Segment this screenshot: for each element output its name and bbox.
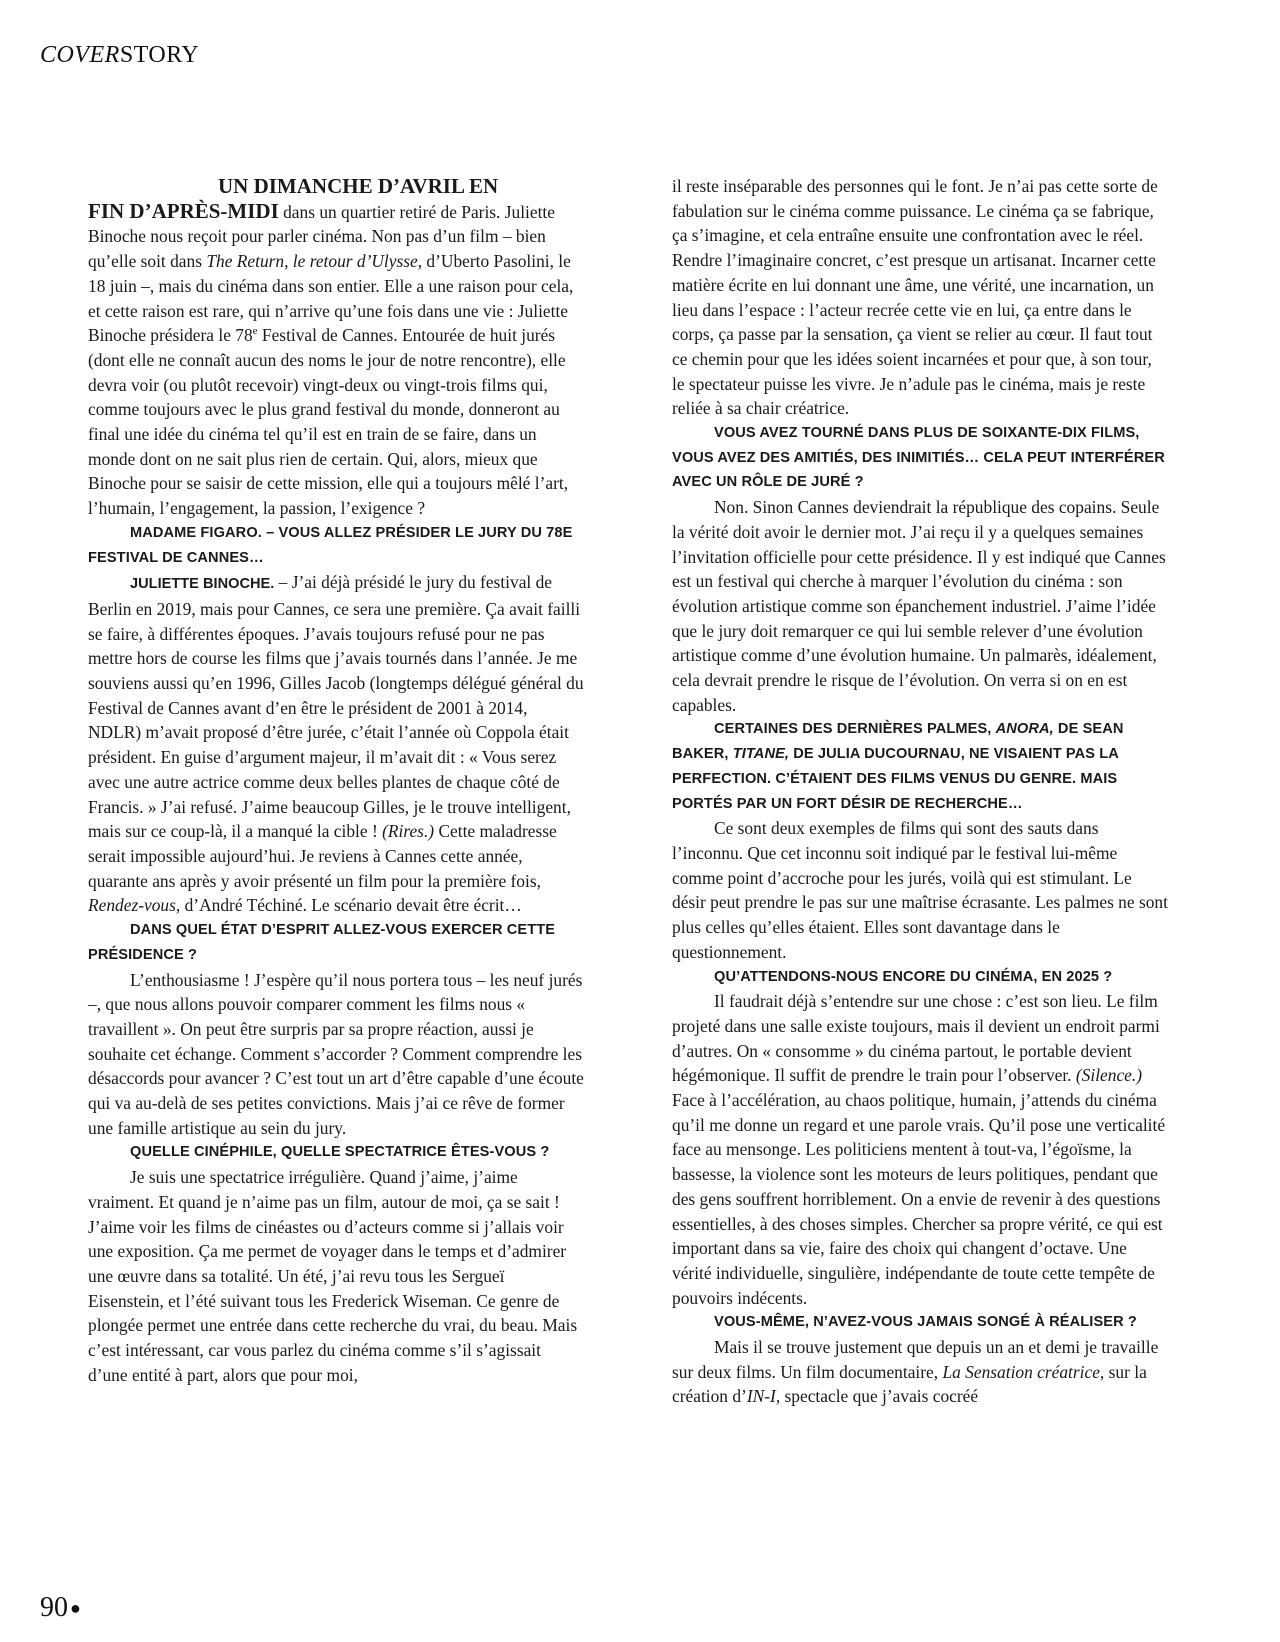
question-6: QU’ATTENDONS-NOUS ENCORE DU CINÉMA, EN 2025 ? [714, 968, 1113, 985]
question-2: DANS QUEL ÉTAT D’ESPRIT ALLEZ-VOUS EXERCER CETTE PRÉSIDENCE ? [88, 922, 556, 963]
question-5-a: CERTAINES DES DERNIÈRES PALMES, [714, 721, 996, 738]
answer-3-continued: il reste inséparable des personnes qui le font. Je n’ai pas cette sorte de fabulation sur le cinéma comme puissance. Le cinéma ça se fabrique, ça s’imagine, et cela entraîne ensuite une confrontation avec le réel. Rendre l’imaginaire concret, c’est presque un artisanat. Incarner cette matière écrite en lui donnant une âme, une vérité, une incarnation, un lieu dans l’espace : l’acteur recrée cette vie en lui, ça entre dans le corps, ça passe par la sensation, ça vient se relier au cœur. Il faut tout ce chemin pour que les idées soient incarnées et pour que, à son tour, le spectateur puisse les vivre. Je n’adule pas le cinéma, mais je reste reliée à sa chair créatrice. [672, 176, 1158, 419]
answer-1 [88, 570, 584, 918]
header-cover: COVER [40, 42, 120, 68]
question-1: MADAME FIGARO. – VOUS ALLEZ PRÉSIDER LE JURY DU 78E FESTIVAL DE CANNES… [88, 524, 573, 566]
answer-1-b: Cette maladresse serait impossible aujourd’hui. Je reviens à Cannes cette année, quarante ans après y avoir présenté un film pour la première fois, [88, 821, 557, 891]
bullet-dot: ● [70, 1597, 81, 1618]
answer-4: Non. Sinon Cannes deviendrait la république des copains. Seule la vérité doit avoir le dernier mot. J’ai reçu il y a quelques semaines l’invitation officielle pour cette présidence. Il y est indiqué que Cannes est un festival qui cherche à marquer l’évolution du cinéma : son évolution artistique comme son épanchement industriel. J’aime l’idée que le jury doit remarquer ce qui lui semble relever d’une évolution artistique comme d’une évolution humaine. Un palmarès, idéalement, cela devrait prendre le risque de l’évolution. On verra si on en est capables. [672, 497, 1166, 715]
answer-2: L’enthousiasme ! J’espère qu’il nous portera tous – les neuf jurés –, que nous allons pouvoir comparer comment les films nous « travaillent ». On peut être surpris par sa propre réaction, aussi je souhaite cet échange. Comment s’accorder ? Comment comprendre les désaccords pour avancer ? C’est tout un art d’être capable d’une écoute qui va au-delà de ses petites convictions. Mais j’ai ce rêve de former une famille artistique au sein du jury. [88, 969, 584, 1138]
question-4: VOUS AVEZ TOURNÉ DANS PLUS DE SOIXANTE-DIX FILMS, VOUS AVEZ DES AMITIÉS, DES INIMITIÉS… CELA PEUT INTERFÉRER AVEC UN RÔLE DE JURÉ ? [672, 425, 1165, 491]
film-title: La Sensation créatrice, [942, 1361, 1105, 1382]
question-5-b: DE SEAN BAKER, [672, 721, 1124, 763]
answer-6-b: Face à l’accélération, au chaos politique, humain, j’attends du cinéma qu’il me donne un regard et une parole vrais. Qu’il pose une verticalité face au mensonge. Les politiciens mentent à tout-va, l’égoïsme, la bassesse, la violence sont les moteurs de leurs politiques, pendant que des gens souffrent horriblement. On a envie de revenir à des questions essentielles, à des choses simples. Chercher sa propre vérité, ce qui est important dans sa vie, faire des choix qui changent d’octave. Une vérité individuelle, singulière, indépendante de toute cette tempête de pouvoirs indécents. [672, 1090, 1166, 1308]
answer-1-c: , d’André Téchiné. Le scénario devait être écrit… [175, 895, 522, 916]
question-5 [672, 717, 1168, 816]
right-column [672, 174, 1168, 1409]
intro-text-c: Festival de Cannes. Entourée de huit jurés (dont elle ne connaît aucun des noms le jour de notre rencontre), elle devra voir (ou plutôt recevoir) vingt-deux ou vingt-trois films qui, comme toujours avec le plus grand festival du monde, donneront au final une idée du cinéma tel qu’il est en train de se faire, dans un monde dont on ne sait plus rien de certain. Qui, alors, mieux que Binoche pour se saisir de cette mission, elle qui a toujours mêlé l’art, l’humain, l’engagement, la passion, l’exigence ? [88, 325, 569, 519]
intro-text-b: , d’Uberto Pasolini, le 18 juin –, mais du cinéma dans son entier. Elle a une raison pour cela, et cette raison est rare, qui n’arrive qu’une fois dans une vie : Juliette Binoche présidera le 78 [88, 251, 574, 346]
question-7: VOUS-MÊME, N’AVEZ-VOUS JAMAIS SONGÉ À RÉALISER ? [714, 1314, 1137, 1331]
answer-1-a: – J’ai déjà présidé le jury du festival de Berlin en 2019, mais pour Cannes, ce sera une première. Ça avait failli se faire, à différentes époques. J’avais toujours refusé pour ne pas mettre hors de course les films que j’avais tournés dans l’année. Je me souviens aussi qu’en 1996, Gilles Jacob (longtemps délégué général du Festival de Cannes avant d’en être le président de 2001 à 2014, NDLR) m’avait proposé d’être jurée, c’était l’année où Coppola était président. En guise d’argument majeur, il m’avait dit : « Vous serez avec une autre actrice comme deux belles plantes de chaque côté de Francis. » J’ai refusé. J’aime beaucoup Gilles, je le trouve intelligent, mais sur ce coup-là, il a manqué la cible ! [88, 572, 584, 842]
left-column [88, 174, 584, 1387]
show-title: IN-I, [746, 1386, 781, 1407]
film-title: The Return, le retour d’Ulysse [206, 251, 418, 272]
speaker-name: JULIETTE BINOCHE. [130, 576, 275, 593]
ordinal-sup: e [252, 325, 258, 338]
section-header [40, 42, 199, 69]
page-footer [40, 1592, 81, 1624]
film-title: ANORA, [995, 721, 1054, 738]
film-title: TITANE, [732, 746, 790, 763]
header-story: STORY [119, 42, 200, 68]
answer-7-c: spectacle que j’avais cocréé [780, 1386, 979, 1407]
film-title: Rendez-vous [88, 895, 176, 916]
lead-heading-cont: FIN D’APRÈS-MIDI [88, 198, 279, 223]
stage-note: (Silence.) [1075, 1065, 1143, 1086]
page-number: 90 [40, 1592, 68, 1623]
answer-6-a: Il faudrait déjà s’entendre sur une chose : c’est son lieu. Le film projeté dans une salle existe toujours, mais il devient un endroit parmi d’autres. On « consomme » du cinéma partout, le portable devient hégémonique. Il suffit de prendre le train pour l’observer. [672, 991, 1160, 1086]
answer-7-a: Mais il se trouve justement que depuis un an et demi je travaille sur deux films. Un film documentaire, [672, 1337, 1159, 1382]
answer-6 [672, 989, 1168, 1310]
answer-7 [672, 1335, 1168, 1409]
intro-text-a: dans un quartier retiré de Paris. Juliette Binoche nous reçoit pour parler cinéma. Non pas d’un film – bien qu’elle soit dans [88, 201, 555, 272]
question-3: QUELLE CINÉPHILE, QUELLE SPECTATRICE ÊTES-VOUS ? [130, 1144, 550, 1161]
lead-heading: UN DIMANCHE D’AVRIL EN [218, 174, 499, 198]
stage-note: (Rires.) [382, 821, 435, 842]
question-5-c: DE JULIA DUCOURNAU, NE VISAIENT PAS LA PERFECTION. C’ÉTAIENT DES FILMS VENUS DU GENRE. MAIS PORTÉS PAR UN FORT DÉSIR DE RECHERCHE… [672, 746, 1119, 812]
answer-7-b: sur la création d’ [672, 1361, 1147, 1407]
intro-paragraph [88, 199, 584, 521]
answer-3: Je suis une spectatrice irrégulière. Quand j’aime, j’aime vraiment. Et quand je n’aime pas un film, autour de moi, ça se sait ! J’aime voir les films de cinéastes ou d’acteurs comme si j’allais voir une exposition. Ça me permet de voyager dans le temps et d’admirer une œuvre dans sa totalité. Un été, j’ai revu tous les Sergueï Eisenstein, et l’été suivant tous les Frederick Wiseman. Ce genre de plongée permet une entrée dans cette recherche du vrai, du beau. Mais c’est intéressant, car vous parlez du cinéma comme s’il s’agissait d’une entité à part, alors que pour moi, [88, 1167, 578, 1385]
answer-5: Ce sont deux exemples de films qui sont des sauts dans l’inconnu. Que cet inconnu soit indiqué par le festival lui-même comme point d’accroche pour les jurés, voilà qui est stimulant. Le désir peut prendre le pas sur une maîtrise écrasante. Les palmes ne sont plus celles qu’elles étaient. Elles sont davantage dans le questionnement. [672, 818, 1168, 962]
